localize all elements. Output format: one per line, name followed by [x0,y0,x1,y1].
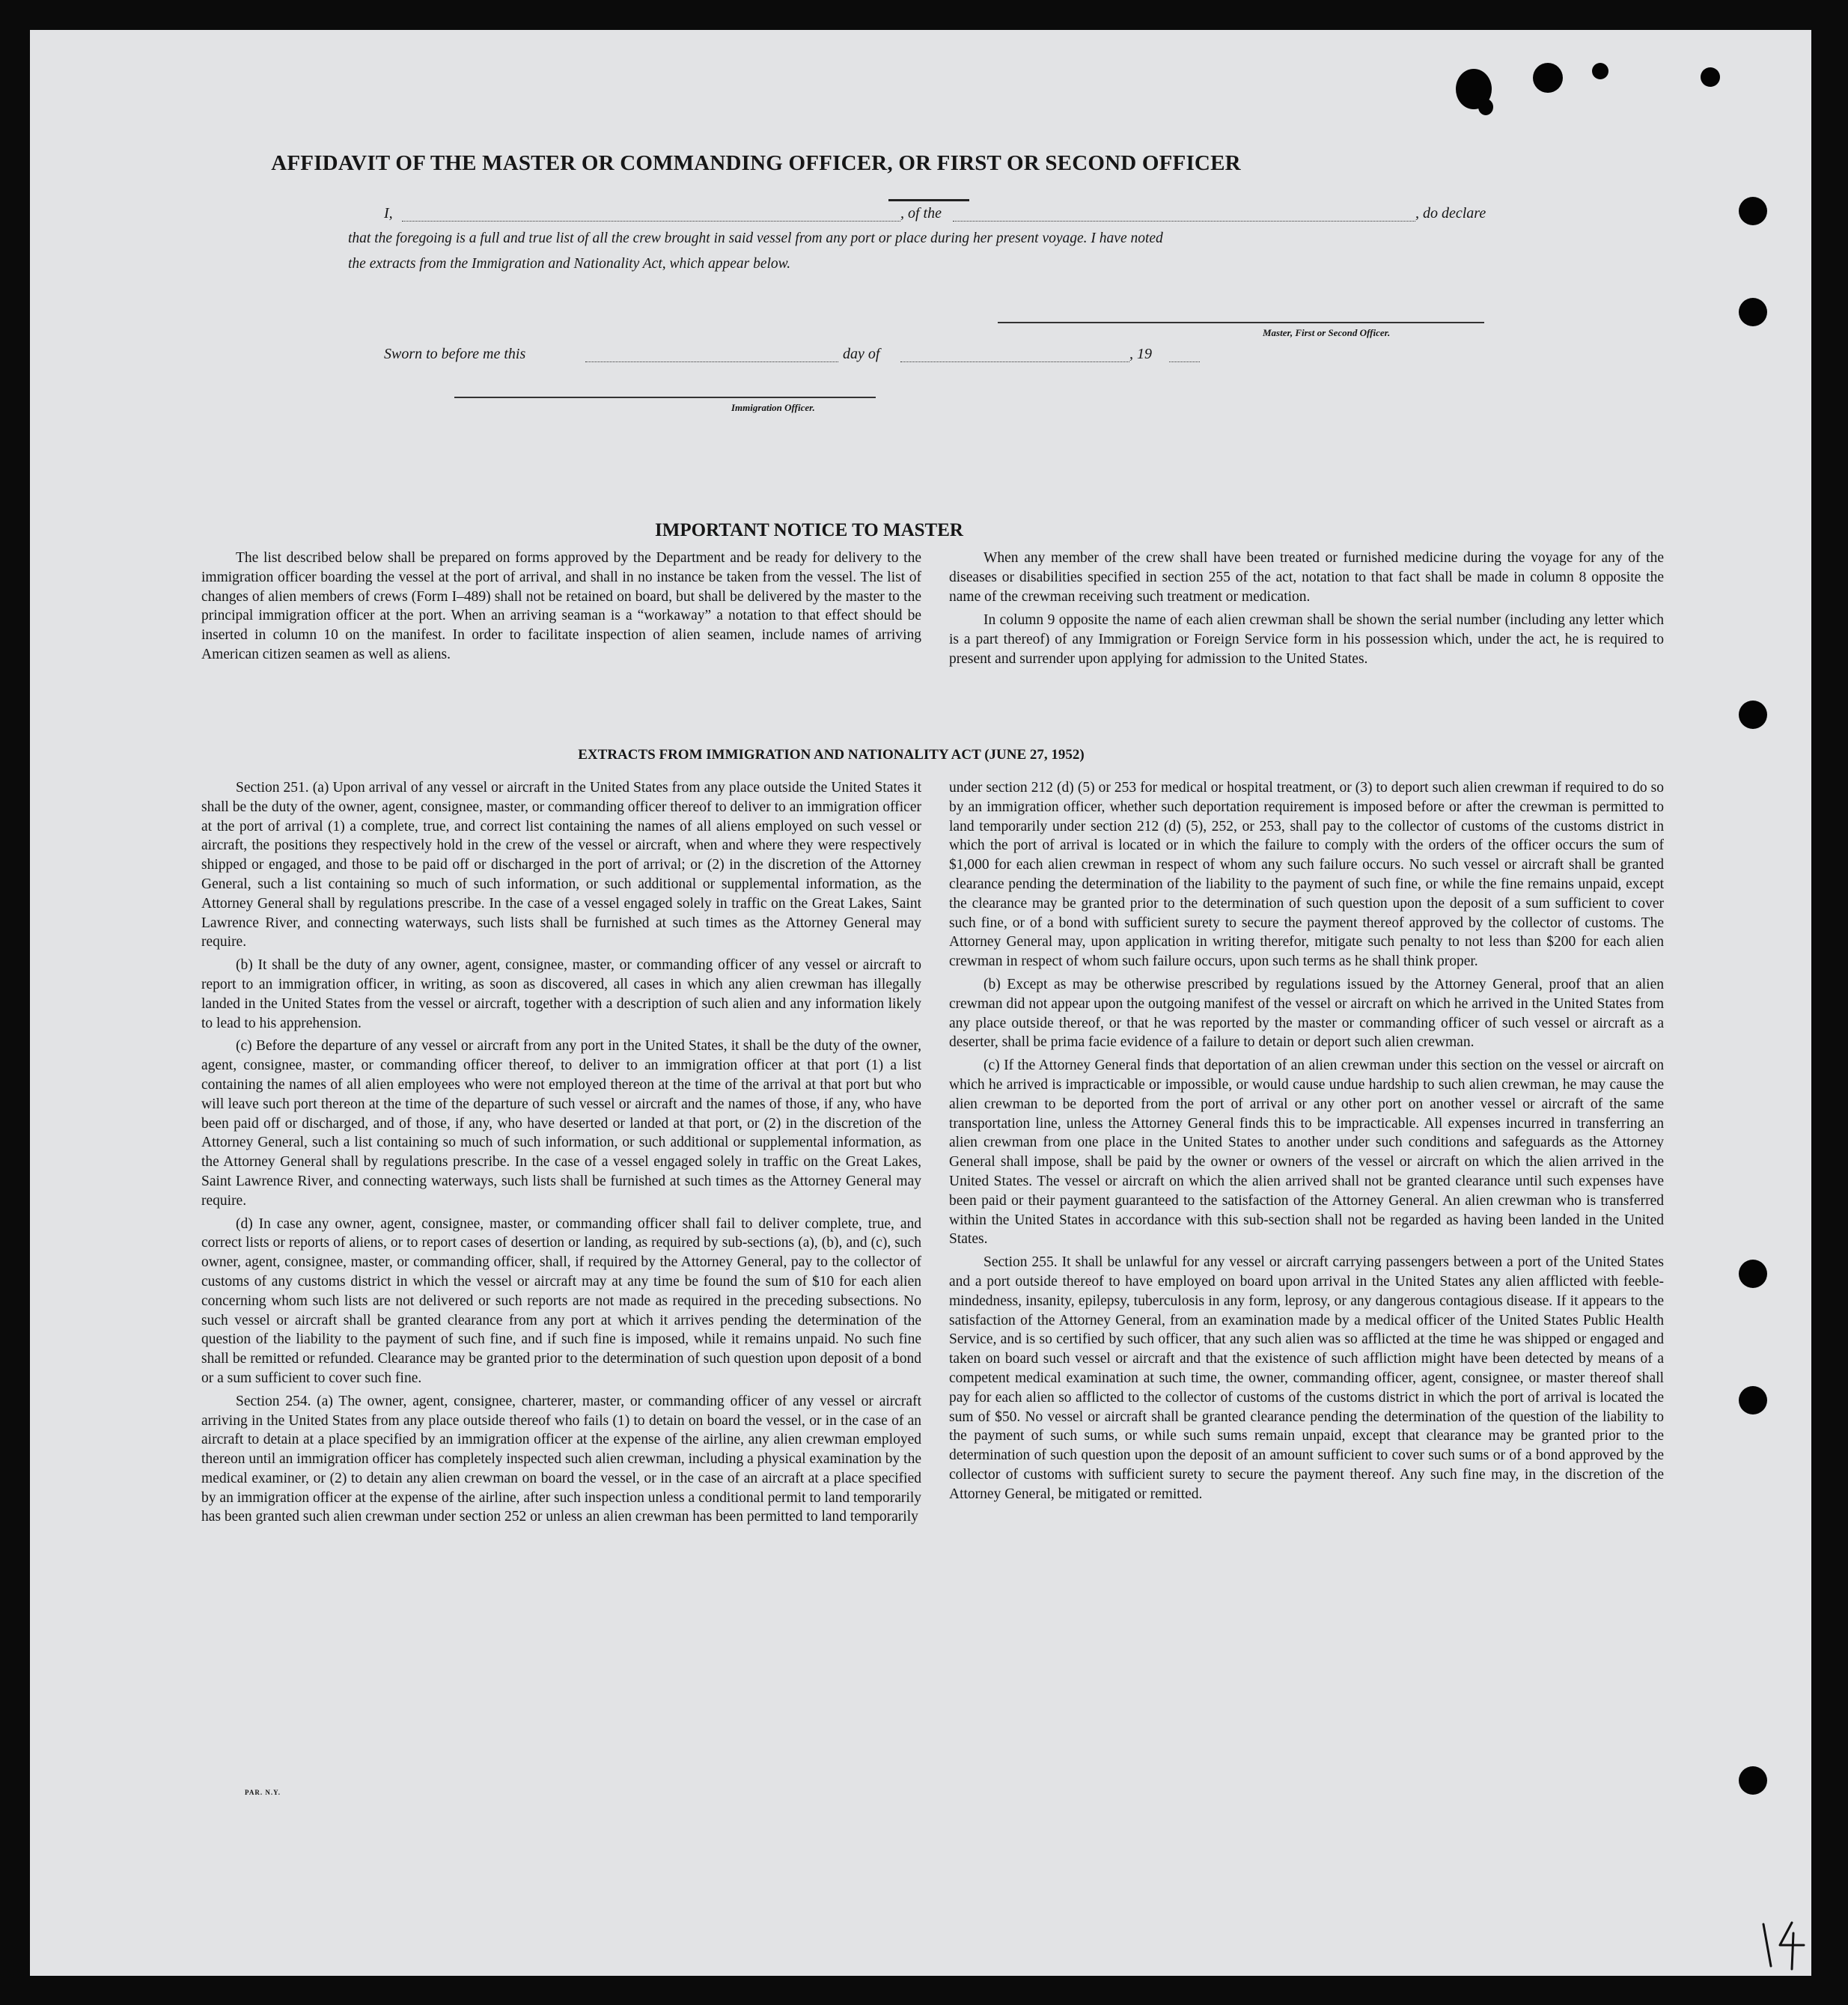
do-declare-label: , do declare [1415,205,1486,222]
notice-right-column [949,549,1664,673]
punch-hole [1739,298,1767,326]
punch-hole [1739,701,1767,729]
day-of-label: day of [843,346,880,362]
officer-signature-label: Immigration Officer. [731,402,815,413]
notice-paragraph: In column 9 opposite the name of each alien crewman shall be shown the serial number (including any letter which is a part thereof) of any Immigration or Foreign Service form in his possession which, under the act, he is required to present and surrender upon applying for admission to the United States. [949,612,1664,667]
master-signature-label: Master, First or Second Officer. [1263,327,1391,338]
section-255-paragraph: Section 255. It shall be unlawful for any vessel or aircraft carrying passengers between a port of the United States and a port outside thereof to have employed on board upon arrival in the United States any alien afflicted with feeble-mindedness, insanity, epilepsy, tuberculosis in any form, leprosy, or any dangerous contagious disease. If it appears to the satisfaction of the Attorney General, from an examination made by a medical officer of the United States Public Health Service, and is so certified by such officer, that any such alien was so afflicted at the time he was shipped or engaged and taken on board such vessel or aircraft and that the existence of such affliction might have been detected by means of a competent medical examination at such time, the owner, commanding officer, agent, consignee, or master thereof shall pay for each alien so afflicted to the collector of customs of the customs district in which the port of arrival is located the sum of $50. No vessel or aircraft shall be granted clearance pending the determination of the question of the liability to the payment of such sums, or while such sums remain unpaid, except that clearance may be granted prior to the determination of such question upon the deposit of an amount sufficient to cover such sums or of a bond approved by the collector of customs with sufficient surety to secure the payment thereof. Any such fine may, in the discretion of the Attorney General, be mitigated or remitted. [949,1254,1664,1502]
handwritten-page-number [1757,1920,1810,1972]
section-251c-paragraph: (c) Before the departure of any vessel or aircraft from any port in the United States, it shall be the duty of the owner, agent, consignee, master, or commanding officer thereof, to deliver to an immigration officer at that port (1) a list containing the names of all alien employees who were not employed thereon at the time of the arrival at that port but who will leave such port thereon at the time of the departure of such vessel or aircraft and the names of those, if any, who have been paid off or discharged, and of those, if any, who have deserted or landed at that port, or (2) in the discretion of the Attorney General, such a list containing so much of such information, or such additional or supplemental information, as the Attorney General shall by regulations prescribe. In the case of a vessel engaged solely in traffic on the Great Lakes, Saint Lawrence River, and connecting waterways, such lists shall be furnished at such times as the Attorney General may require. [201,1038,921,1209]
punch-hole [1739,1386,1767,1415]
notice-paragraph: When any member of the crew shall have been treated or furnished medicine during the voyage for any of the diseases or disabilities specified in section 255 of the act, notation to that fact shall be made in column 8 opposite the name of the crewman receiving such treatment or medication. [949,550,1664,605]
title-underline [888,199,969,201]
ink-blot-mark [1478,99,1493,115]
notice-paragraph: The list described below shall be prepared on forms approved by the Department and be ready for delivery to the immigration officer boarding the vessel at the port of arrival, and shall in no instance be taken from the vessel. The list of changes of alien members of crews (Form I–489) shall not be retained on board, but shall be delivered by the master to the principal immigration officer at the port. When an arriving seaman is a “workaway” a notation to that effect should be inserted in column 10 on the manifest. In order to facilitate inspection of alien seamen, include names of arriving American citizen seamen as well as aliens. [201,550,921,662]
year-label: , 19 [1129,346,1152,362]
declaration-line-2: that the foregoing is a full and true list of all the crew brought in said vessel from any port or place during her present voyage. I have noted [348,231,1163,246]
section-251d-paragraph: (d) In case any owner, agent, consignee, master, or commanding officer shall fail to deliver complete, true, and correct lists or reports of aliens, or to report cases of desertion or landing, as required by sub-sections (a), (b), and (c), such owner, agent, consignee, master, or commanding officer, shall, if required by the Attorney General, pay to the collector of customs of any customs district in which the vessel or aircraft may at any time be found the sum of $10 for each alien concerning whom such lists are not delivered or such reports are not made as required in the preceding subsections. No such vessel or aircraft shall be granted clearance from any port at which it arrives pending the determination of the question of the liability to the payment of such fine, and if such fine is imposed, while it remains unpaid. No such fine shall be remitted or refunded. Clearance may be granted prior to the determination of such question upon deposit of a bond or a sum sufficient to cover such fine. [201,1215,921,1386]
officer-signature-line[interactable] [454,397,876,398]
punch-hole [1739,1260,1767,1288]
extracts-title: EXTRACTS FROM IMMIGRATION AND NATIONALITY ACT (JUNE 27, 1952) [578,747,1085,763]
extracts-right-column [949,778,1664,1507]
vessel-name-field[interactable] [953,221,1415,222]
declarant-name-field[interactable] [402,221,900,222]
master-signature-line[interactable] [998,322,1484,323]
punch-hole [1739,1766,1767,1795]
notice-title: IMPORTANT NOTICE TO MASTER [655,520,963,540]
notice-left-column [201,549,921,668]
section-254a-continued-paragraph: under section 212 (d) (5) or 253 for medical or hospital treatment, or (3) to deport such alien crewman if required to do so by an immigration officer, whether such deportation requirement is imposed before or after the crewman is permitted to land temporarily under section 212 (d) (5), 252, or 253, shall pay to the collector of customs of the customs district in which the port of arrival is located or in which the failure to comply with the orders of the officer occurs the sum of $1,000 for each alien crewman in respect of whom any such failure occurs. No such vessel or aircraft shall be granted clearance pending the determination of the liability to the payment of such fine, or while the fine remains unpaid, except the clearance may be granted prior to the determination of such question upon the deposit of a sum sufficient to cover such fine, or of a bond with sufficient surety to secure the payment thereof approved by the collector of customs. The Attorney General may, upon application in writing therefor, mitigate such penalty to not less than $200 for each alien crewman in respect of whom such failure occurs, upon such terms as he shall think proper. [949,780,1664,970]
section-254b-paragraph: (b) Except as may be otherwise prescribed by regulations issued by the Attorney General, proof that an alien crewman did not appear upon the outgoing manifest of the vessel or aircraft on which he arrived in the United States from any place outside thereof, or that he was reported by the master or commanding officer of such vessel or aircraft as a deserter, shall be prima facie evidence of a failure to detain or deport such alien crewman. [949,976,1664,1051]
sworn-day-field[interactable] [585,361,838,362]
ink-spot-mark [1533,63,1563,93]
punch-hole [1739,197,1767,225]
ink-spot-mark [1592,63,1608,79]
declarant-label: I, [384,205,393,222]
declaration-line-3: the extracts from the Immigration and Nationality Act, which appear below. [348,256,791,272]
ink-spot-mark [1701,67,1720,87]
section-254a-paragraph: Section 254. (a) The owner, agent, consignee, charterer, master, or commanding officer of any vessel or aircraft arriving in the United States from any place outside thereof who fails (1) to detain on board the vessel, or in the case of an aircraft to detain at a place specified by an immigration officer at the expense of the airline, any alien crewman employed thereon until an immigration officer has completely inspected such alien crewman, including a physical examination by the medical examiner, or (2) to detain any alien crewman on board the vessel, or in the case of an aircraft at a place specified by an immigration officer at the expense of the airline, after such inspection unless a conditional permit to land temporarily has been granted such alien crewman under section 252 or unless an alien crewman has been permitted to land temporarily [201,1393,921,1525]
section-251b-paragraph: (b) It shall be the duty of any owner, agent, consignee, master, or commanding officer of any vessel or aircraft to report to an immigration officer, in writing, as soon as discovered, all cases in which any alien crewman has illegally landed in the United States from the vessel or aircraft, together with a description of such alien and any information likely to lead to his apprehension. [201,957,921,1031]
of-the-label: , of the [900,205,942,222]
sworn-month-field[interactable] [900,361,1129,362]
section-254c-paragraph: (c) If the Attorney General finds that deportation of an alien crewman under this section on the vessel or aircraft on which he arrived is impracticable or impossible, or would cause undue hardship to such alien crewman, he may cause the alien crewman to be deported from the port of arrival or any other port on another vessel or aircraft of the same transportation line, unless the Attorney General finds this to be impracticable. All expenses incurred in transferring an alien crewman from one place in the United States to another under such conditions and safeguards as the Attorney General shall impose, shall be paid by the owner or owners of the vessel or aircraft on which the alien arrived in the United States. The vessel or aircraft on which the alien arrived shall not be granted clearance until such expenses have been paid or their payment guaranteed to the satisfaction of the Attorney General. An alien crewman who is transferred within the United States in accordance with this sub-section shall not be regarded as having been landed in the United States. [949,1058,1664,1248]
affidavit-title: AFFIDAVIT OF THE MASTER OR COMMANDING OFFICER, OR FIRST OR SECOND OFFICER [271,151,1241,175]
section-251a-paragraph: Section 251. (a) Upon arrival of any vessel or aircraft in the United States from any place outside the United States it shall be the duty of the owner, agent, consignee, master, or commanding officer thereof to deliver to an immigration officer at the port of arrival (1) a complete, true, and correct list containing the names of all aliens employed on such vessel or aircraft, the positions they respectively hold in the crew of the vessel or aircraft, when and where they were respectively shipped or engaged, and those to be paid off or discharged in the port of arrival; or (2) in the discretion of the Attorney General, such a list containing so much of such information, or such additional or supplemental information, as the Attorney General shall by regulations prescribe. In the case of a vessel engaged solely in traffic on the Great Lakes, Saint Lawrence River, and connecting waterways, such lists shall be furnished at such times as the Attorney General may require. [201,780,921,950]
form-page [30,30,1811,1976]
sworn-label: Sworn to before me this [384,346,526,362]
extracts-left-column [201,778,921,1531]
printer-mark: PAR. N.Y. [245,1789,281,1796]
sworn-year-field[interactable] [1169,361,1200,362]
